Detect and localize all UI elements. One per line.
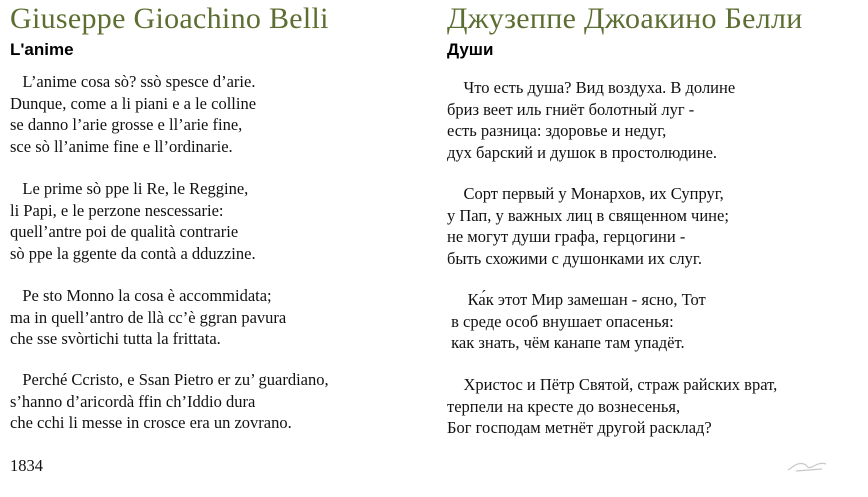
poem-line: Ка́к этот Мир замешан - ясно, Тот: [447, 290, 706, 309]
poem-title: Души: [447, 40, 494, 59]
poem-line: Что есть душа? Вид воздуха. В долине: [447, 78, 736, 97]
stanza-2: [10, 178, 256, 264]
poem-line: se danno l’arie grosse e ll’arie fine,: [10, 115, 243, 134]
poem-line: che sse svòrtichi tutta la frittata.: [10, 329, 221, 348]
poem-line: Le prime sò ppe li Re, le Reggine,: [10, 179, 249, 198]
poem-line: Бог господам метнёт другой расклад?: [447, 418, 712, 437]
poem-line: дух барский и душок в простолюдине.: [447, 142, 718, 162]
poem-line: быть схожими с душонками их слуг.: [447, 248, 702, 268]
poem-line: у Пап, у важных лиц в священном чине;: [447, 205, 729, 225]
poem-line: Сорт первый у Монархов, их Супруг,: [447, 184, 724, 203]
author-name: Джузеппе Джоакино Белли: [447, 2, 803, 35]
poem-line: бриз веет иль гниёт болотный луг -: [447, 99, 695, 119]
poem-line: в среде особ внушает опасенья:: [447, 311, 674, 331]
stanza-3: [447, 289, 706, 354]
poem-line: sò ppe la ggente da contà a dduzzine.: [10, 243, 256, 263]
poem-line: quell’antre poi de qualità contrarie: [10, 222, 239, 241]
poem-line: s’hanno d’aricordà ffin ch’Iddio dura: [10, 391, 256, 411]
stanza-1: [447, 77, 735, 163]
poem-line: есть разница: здоровье и недуг,: [447, 121, 667, 140]
poem-line: Pe sto Monno la cosa è accommidata;: [10, 286, 272, 305]
poem-line: терпели на кресте до вознесенья,: [447, 396, 681, 416]
stanza-1: [10, 71, 256, 157]
poem-line: Dunque, come a li piani e a le colline: [10, 93, 257, 113]
poem-year: 1834: [10, 456, 43, 475]
poem-line: che cchi li messe in crosce era un zovrano.: [10, 413, 292, 432]
poem-line: как знать, чём канапе там упадёт.: [447, 333, 685, 352]
author-name: Giuseppe Gioachino Belli: [10, 2, 329, 35]
stanza-2: [447, 183, 729, 269]
poem-line: li Papi, e le perzone nescessarie:: [10, 200, 224, 220]
poem-title: L'anime: [10, 40, 74, 59]
signature-mark: [786, 454, 834, 474]
stanza-4: [447, 374, 777, 439]
poem-line: Христос и Пётр Святой, страж райских врат,: [447, 375, 778, 394]
stanza-3: [10, 285, 286, 350]
stanza-4: [10, 369, 329, 434]
poem-line: не могут души графа, герцогини -: [447, 227, 686, 246]
poem-line: Perché Ccristo, e Ssan Pietro er zu’ guardiano,: [10, 370, 329, 389]
poem-line: ma in quell’antro de llà cc’è ggran pavura: [10, 307, 287, 327]
poem-line: L’anime cosa sò? ssò spesce d’arie.: [10, 72, 256, 91]
poem-line: sce sò ll’anime fine e ll’ordinarie.: [10, 136, 233, 156]
